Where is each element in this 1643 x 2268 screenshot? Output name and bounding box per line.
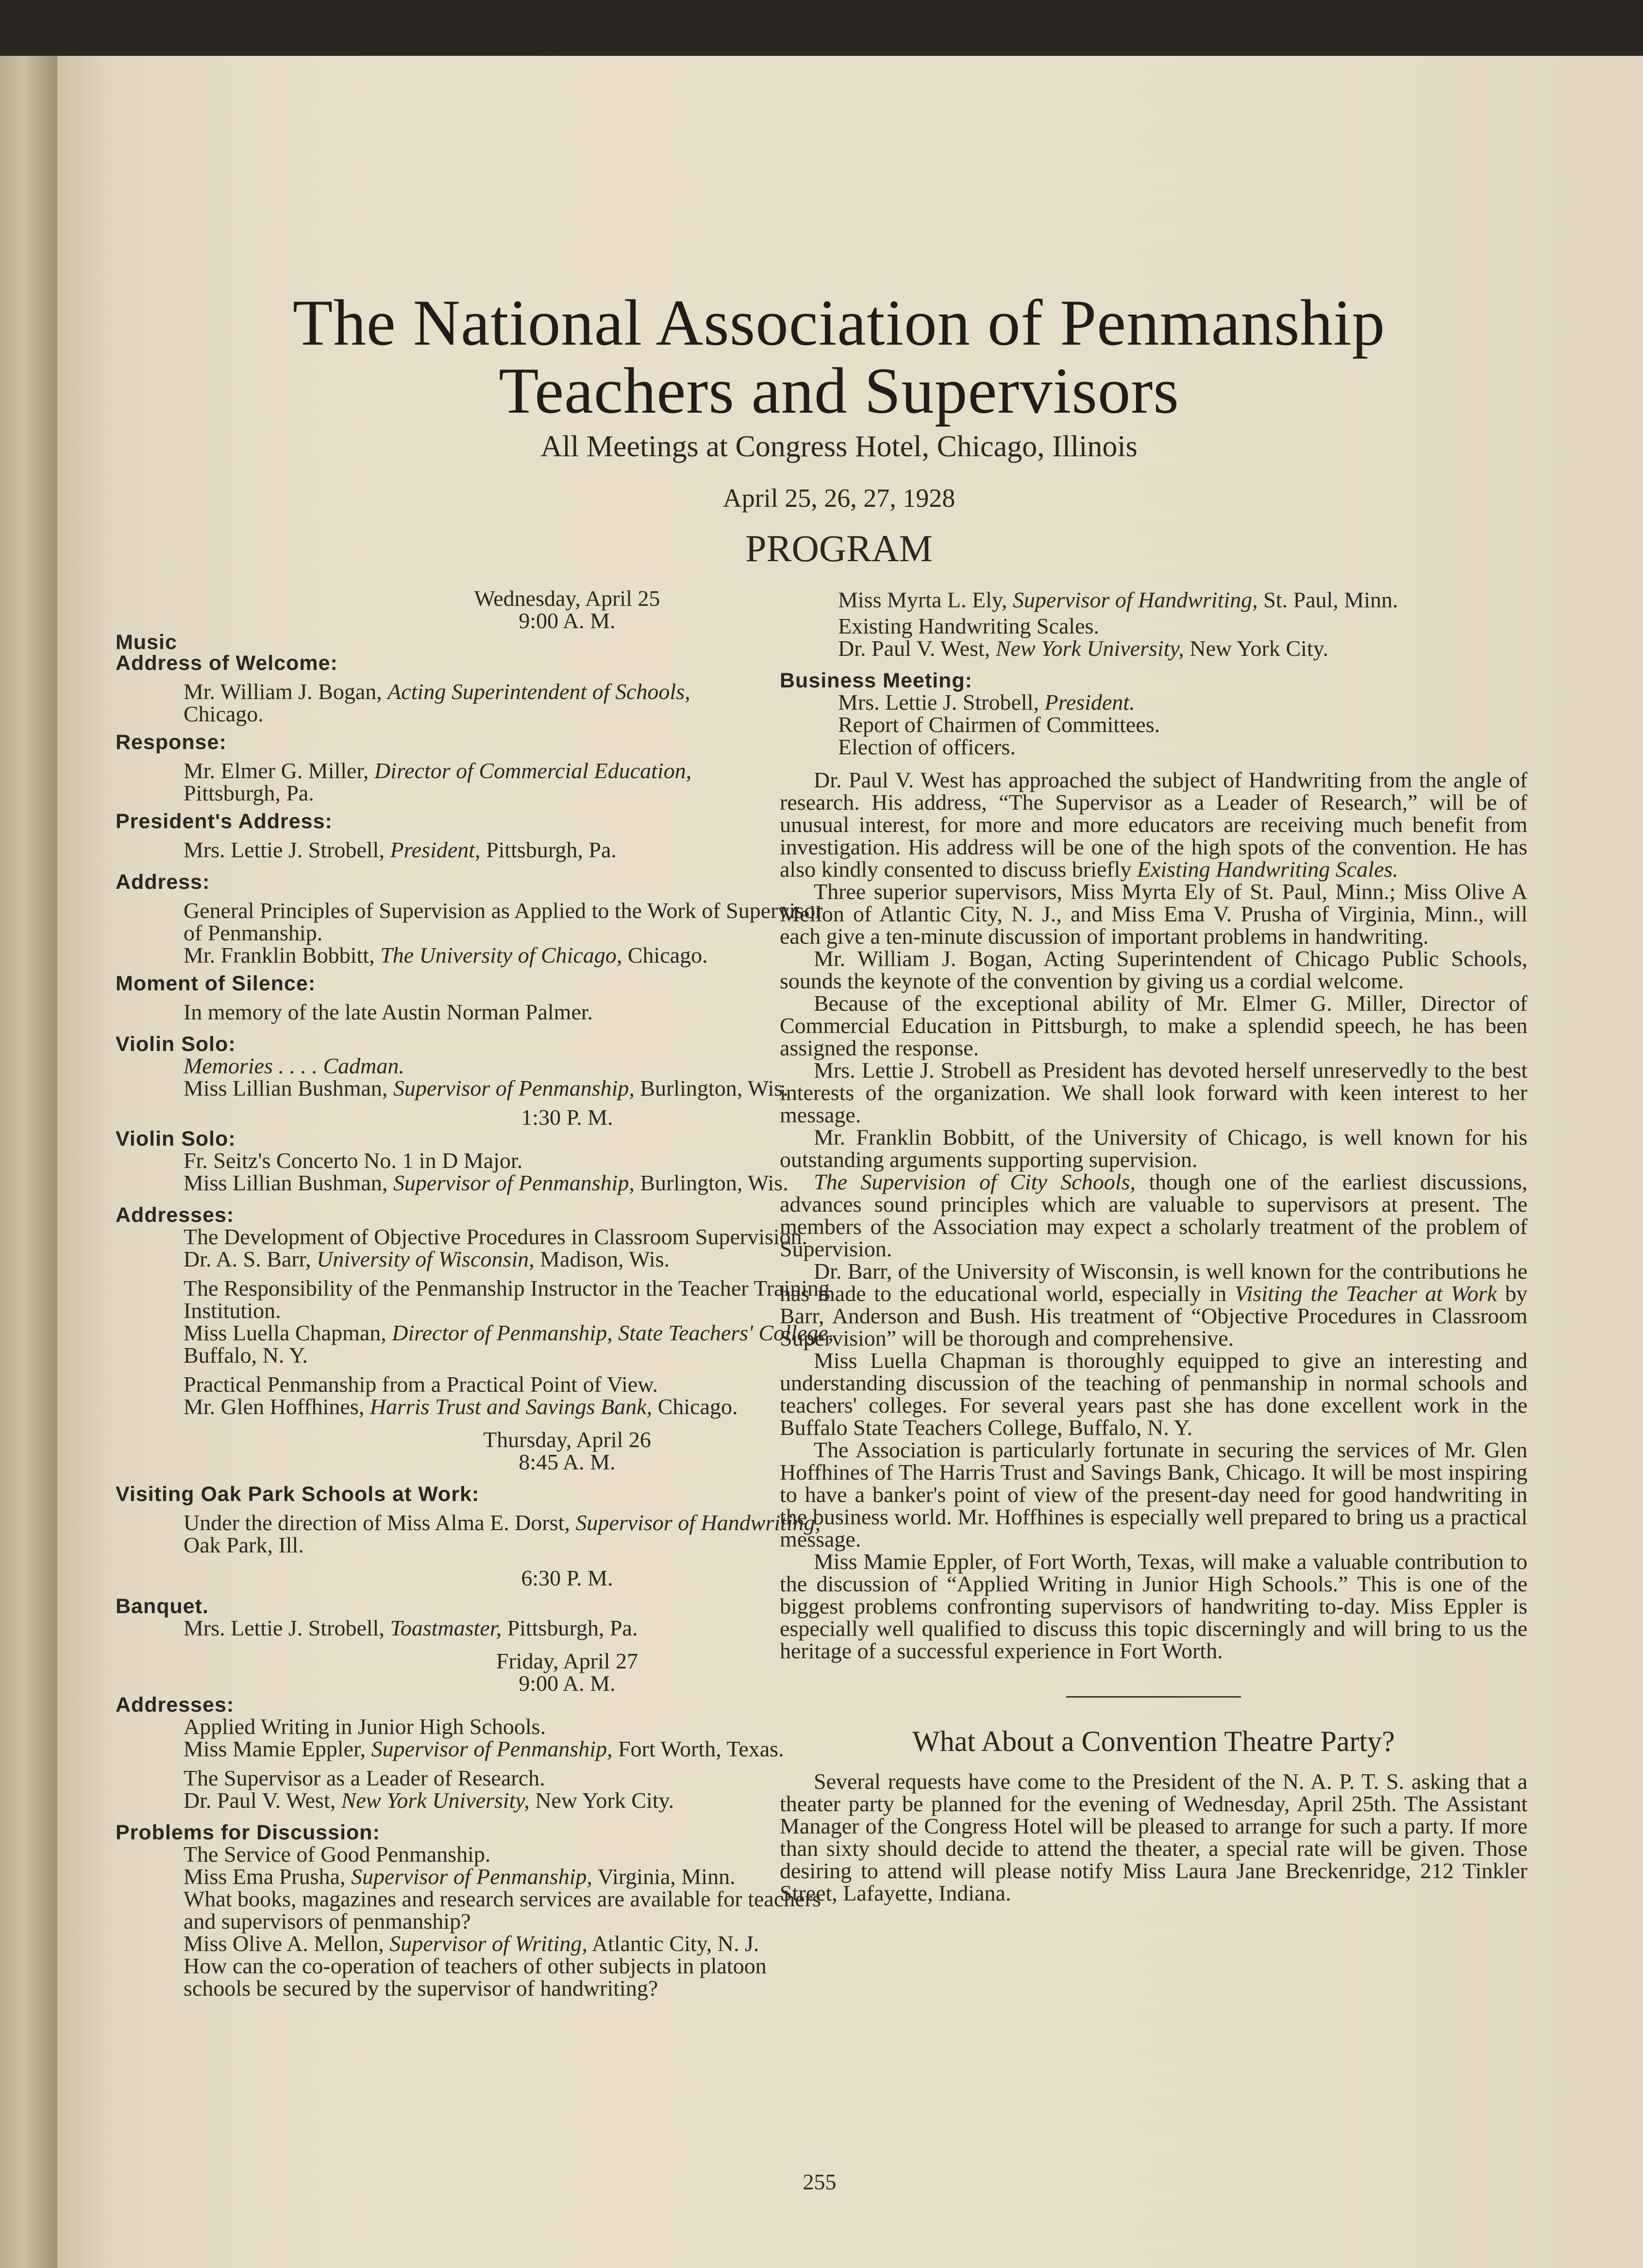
president-speaker: Mrs. Lettie J. Strobell, President, Pittsburgh, Pa. xyxy=(184,837,617,862)
violin1-heading: Violin Solo: xyxy=(116,1033,236,1056)
problems-heading: Problems for Discussion: xyxy=(116,1821,380,1844)
fri-day: Friday, April 27 xyxy=(496,1649,638,1673)
response-speaker: Mr. Elmer G. Miller, Director of Commercial Education, Pittsburgh, Pa. xyxy=(184,758,692,805)
silence-heading: Moment of Silence: xyxy=(116,972,316,995)
addresses1-heading: Addresses: xyxy=(116,1203,235,1227)
a1-speaker: Dr. A. S. Barr, University of Wisconsin, Madison, Wis. xyxy=(184,1247,670,1271)
wed-day: Wednesday, April 25 xyxy=(474,586,660,611)
business-item-1: Report of Chairmen of Committees. xyxy=(838,712,1160,737)
subtitle: All Meetings at Congress Hotel, Chicago, Illinois xyxy=(540,430,1138,463)
b1-topic: Applied Writing in Junior High Schools. xyxy=(184,1714,546,1739)
visit-heading: Visiting Oak Park Schools at Work: xyxy=(116,1483,480,1506)
address-heading: Address: xyxy=(116,870,210,894)
p2-topic: What books, magazines and research services are available for teachers and supervisors of penmanship? xyxy=(184,1886,821,1934)
violin2-piece: Fr. Seitz's Concerto No. 1 in D Major. xyxy=(184,1148,523,1173)
thu-time: 8:45 A. M. xyxy=(519,1450,616,1474)
thu-day: Thursday, April 26 xyxy=(483,1427,651,1452)
response-heading: Response: xyxy=(116,731,227,754)
a2-speaker: Miss Luella Chapman, Director of Penmanship, State Teachers' College, Buffalo, N. Y. xyxy=(184,1320,834,1367)
dates: April 25, 26, 27, 1928 xyxy=(722,484,956,513)
para-supervisors: Three superior supervisors, Miss Myrta Ely of St. Paul, Minn.; Miss Olive A Mellon of Atlantic City, N. J., and Miss Ema V. Prusha of Virginia, Minn., will each give a ten-minute discussion of important problems in handwriting. xyxy=(780,879,1527,949)
right-column xyxy=(780,589,1527,1904)
theatre-text: Several requests have come to the President of the N. A. P. T. S. asking that a theater party be planned for the evening of Wednesday, April 25th. The Assistant Manager of the Congress Hotel will be pleased to arrange for such a party. If more than sixty should decide to attend the theater, a special rate will be given. Those desiring to attend will please notify Miss Laura Jane Breckenridge, 212 Tinkler Street, Lafayette, Indiana. xyxy=(780,1769,1527,1905)
previous-page-edge xyxy=(0,56,57,2268)
p1-topic: The Service of Good Penmanship. xyxy=(184,1842,491,1867)
para-barr: Dr. Barr, of the University of Wisconsin, is well known for the contributions he has made to the educational world, especially in Visiting the Teacher at Work by Barr, Anderson and Bush. His treatment of “Objective Procedures in Classroom Supervision” will be thorough and comprehensive. xyxy=(780,1259,1527,1351)
b2-speaker: Dr. Paul V. West, New York University, New York City. xyxy=(184,1788,674,1813)
para-eppler: Miss Mamie Eppler, of Fort Worth, Texas, will make a valuable contribution to the discussion of “Applied Writing in Junior High Schools.” This is one of the biggest problems confronting supervisors of handwriting to-day. Miss Eppler is especially well qualified to discuss this topic discerningly and will bring to us the heritage of a successful experience in Fort Worth. xyxy=(780,1549,1527,1663)
president-heading: President's Address: xyxy=(116,810,333,833)
section-divider xyxy=(1066,1696,1241,1698)
pm-time: 1:30 P. M. xyxy=(521,1105,613,1130)
p4-speaker: Dr. Paul V. West, New York University, New York City. xyxy=(838,636,1329,661)
page-number: 255 xyxy=(803,2169,837,2194)
a3-speaker: Mr. Glen Hoffhines, Harris Trust and Savings Bank, Chicago. xyxy=(184,1394,738,1419)
violin1-performer: Miss Lillian Bushman, Supervisor of Penmanship, Burlington, Wis. xyxy=(184,1076,788,1101)
p4-topic: Existing Handwriting Scales. xyxy=(838,614,1099,638)
title-line-2: Teachers and Supervisors xyxy=(499,355,1179,427)
program-heading: PROGRAM xyxy=(745,527,933,569)
music-heading: Music xyxy=(116,631,177,654)
left-column xyxy=(116,587,834,2000)
p3-speaker: Miss Myrta L. Ely, Supervisor of Handwriting, St. Paul, Minn. xyxy=(838,587,1398,612)
para-bobbitt: Mr. Franklin Bobbitt, of the University of Chicago, is well known for his outstanding arguments supporting supervision. xyxy=(780,1125,1527,1172)
title-line-1: The National Association of Penmanship xyxy=(292,287,1386,359)
a2-topic: The Responsibility of the Penmanship Instructor in the Teacher Training Institution. xyxy=(184,1276,830,1323)
fri-time: 9:00 A. M. xyxy=(519,1671,616,1696)
a1-topic: The Development of Objective Procedures in Classroom Supervision. xyxy=(184,1224,808,1249)
para-miller: Because of the exceptional ability of Mr. Elmer G. Miller, Director of Commercial Education in Pittsburgh, to make a splendid speech, he has been assigned the response. xyxy=(780,991,1527,1060)
a3-topic: Practical Penmanship from a Practical Point of View. xyxy=(184,1372,658,1397)
welcome-heading: Address of Welcome: xyxy=(116,651,338,675)
eve-time: 6:30 P. M. xyxy=(521,1566,613,1590)
violin2-performer: Miss Lillian Bushman, Supervisor of Penmanship, Burlington, Wis. xyxy=(184,1170,788,1195)
para-strobell: Mrs. Lettie J. Strobell as President has devoted herself unreservedly to the best interests of the organization. We shall look forward with keen interest to her message. xyxy=(780,1058,1527,1127)
wed-time: 9:00 A. M. xyxy=(519,608,616,633)
p1-speaker: Miss Ema Prusha, Supervisor of Penmanship, Virginia, Minn. xyxy=(184,1864,736,1889)
banquet-heading: Banquet. xyxy=(116,1595,209,1618)
silence-text: In memory of the late Austin Norman Palmer. xyxy=(184,1000,593,1024)
banquet-speaker: Mrs. Lettie J. Strobell, Toastmaster, Pittsburgh, Pa. xyxy=(184,1616,638,1640)
business-speaker: Mrs. Lettie J. Strobell, President. xyxy=(838,690,1135,715)
para-chapman: Miss Luella Chapman is thoroughly equipped to give an interesting and understanding discussion of the teaching of penmanship in normal schools and teachers' colleges. For several years past she has done excellent work in the Buffalo State Teachers College, Buffalo, N. Y. xyxy=(780,1348,1527,1440)
para-hoffhines: The Association is particularly fortunate in securing the services of Mr. Glen Hoffhines of The Harris Trust and Savings Bank, Chicago. It will be most inspiring to have a banker's point of view of the present-day need for good handwriting in the business world. Mr. Hoffhines is especially well prepared to bring us a practical message. xyxy=(780,1437,1527,1551)
p2-speaker: Miss Olive A. Mellon, Supervisor of Writing, Atlantic City, N. J. xyxy=(184,1931,759,1956)
violin2-heading: Violin Solo: xyxy=(116,1127,236,1151)
theatre-title: What About a Convention Theatre Party? xyxy=(912,1725,1395,1757)
address-speaker: Mr. Franklin Bobbitt, The University of Chicago, Chicago. xyxy=(184,943,708,967)
addresses2-heading: Addresses: xyxy=(116,1693,235,1717)
b2-topic: The Supervisor as a Leader of Research. xyxy=(184,1766,545,1790)
welcome-speaker: Mr. William J. Bogan, Acting Superintendent of Schools, Chicago. xyxy=(184,679,690,726)
violin1-piece: Memories . . . . Cadman. xyxy=(184,1053,404,1078)
address-topic: General Principles of Supervision as Applied to the Work of Supervisor of Penmanship. xyxy=(184,898,823,945)
journal-page xyxy=(57,56,1643,2268)
para-bogan: Mr. William J. Bogan, Acting Superintendent of Chicago Public Schools, sounds the keynote of the convention by giving us a cordial welcome. xyxy=(780,946,1527,993)
business-item-2: Election of officers. xyxy=(838,734,1016,759)
b1-speaker: Miss Mamie Eppler, Supervisor of Penmanship, Fort Worth, Texas. xyxy=(184,1736,784,1761)
business-heading: Business Meeting: xyxy=(780,669,972,692)
para-west: Dr. Paul V. West has approached the subject of Handwriting from the angle of research. His address, “The Supervisor as a Leader of Research,” will be of unusual interest, for more and more educators are receiving much benefit from investigation. His address will be one of the high spots of the convention. He has also kindly consented to discuss briefly Existing Handwriting Scales. xyxy=(780,767,1527,882)
para-supervision-book: The Supervision of City Schools, though one of the earliest discussions, advances sound principles which are valuable to supervisors at present. The members of the Association may expect a scholarly treatment of the problem of Supervision. xyxy=(780,1169,1528,1261)
visit-text: Under the direction of Miss Alma E. Dorst, Supervisor of Handwriting, Oak Park, Ill. xyxy=(184,1510,821,1557)
p3-topic: How can the co-operation of teachers of other subjects in platoon schools be secured by the supervisor of handwriting? xyxy=(184,1953,767,2001)
